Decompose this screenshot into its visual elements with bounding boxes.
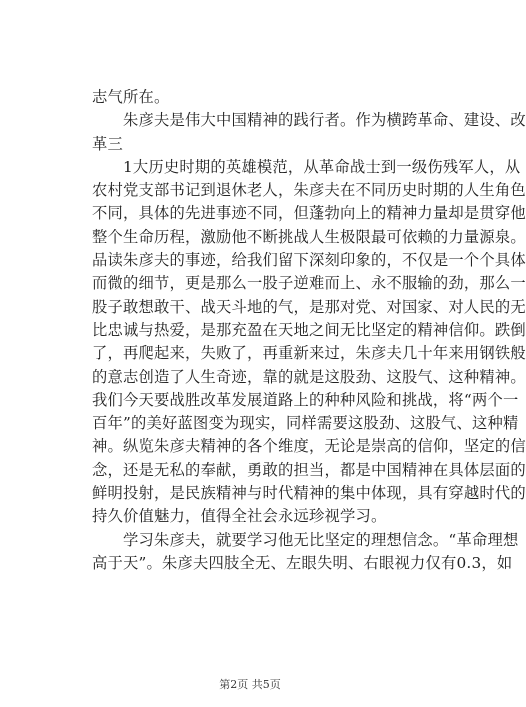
text-line: 革三: [92, 134, 123, 153]
text-line: 志气所在。: [92, 88, 170, 106]
text-line: 股子敢想敢干、战天斗地的气，是那对党、对国家、对人民的无: [92, 297, 526, 316]
page-number-footer: 第2页 共5页: [219, 678, 281, 691]
text-line: 百年”的美好蓝图变为现实，同样需要这股劲、这股气、这种精: [92, 414, 519, 433]
text-line: 我们今天要战胜改革发展道路上的种种风险和挑战，将“两个一: [92, 390, 519, 409]
text-line: 品读朱彦夫的事迹，给我们留下深刻印象的，不仅是一个个具体: [92, 251, 526, 270]
text-line: 农村党支部书记到退休老人，朱彦夫在不同历史时期的人生角色: [92, 181, 526, 200]
text-line: 鲜明投射，是民族精神与时代精神的集中体现，具有穿越时代的: [92, 484, 526, 503]
body-text: [92, 86, 526, 575]
text-line: 的意志创造了人生奇迹，靠的就是这股劲、这股气、这种精神。: [92, 367, 526, 386]
text-line: 比忠诚与热爱，是那充盈在天地之间无比坚定的精神信仰。跌倒: [92, 320, 526, 339]
text-line: 了，再爬起来，失败了，再重新来过，朱彦夫几十年来用钢铁般: [92, 344, 526, 363]
text-line: 神。纵览朱彦夫精神的各个维度，无论是崇高的信仰，坚定的信: [92, 437, 526, 456]
text-line: 高于天”。朱彦夫四肢全无、左眼失明、右眼视力仅有0.3，如: [92, 553, 513, 572]
text-line: 持久价值魅力，值得全社会永远珍视学习。: [92, 507, 387, 526]
text-line: 不同，具体的先进事迹不同，但蓬勃向上的精神力量却是贯穿他: [92, 204, 526, 223]
text-line: 朱彦夫是伟大中国精神的践行者。作为横跨革命、建设、改: [92, 111, 526, 130]
text-line: 念，还是无私的奉献，勇敢的担当，都是中国精神在具体层面的: [92, 460, 526, 479]
text-line: 1大历史时期的英雄模范，从革命战士到一级伤残军人，从: [92, 157, 521, 176]
text-line: 整个生命历程，激励他不断挑战人生极限最可依赖的力量源泉。: [92, 227, 526, 246]
text-line: 学习朱彦夫，就要学习他无比坚定的理想信念。“革命理想: [92, 530, 519, 549]
text-line: 而微的细节，更是那么一股子逆难而上、永不服输的劲，那么一: [92, 274, 526, 293]
